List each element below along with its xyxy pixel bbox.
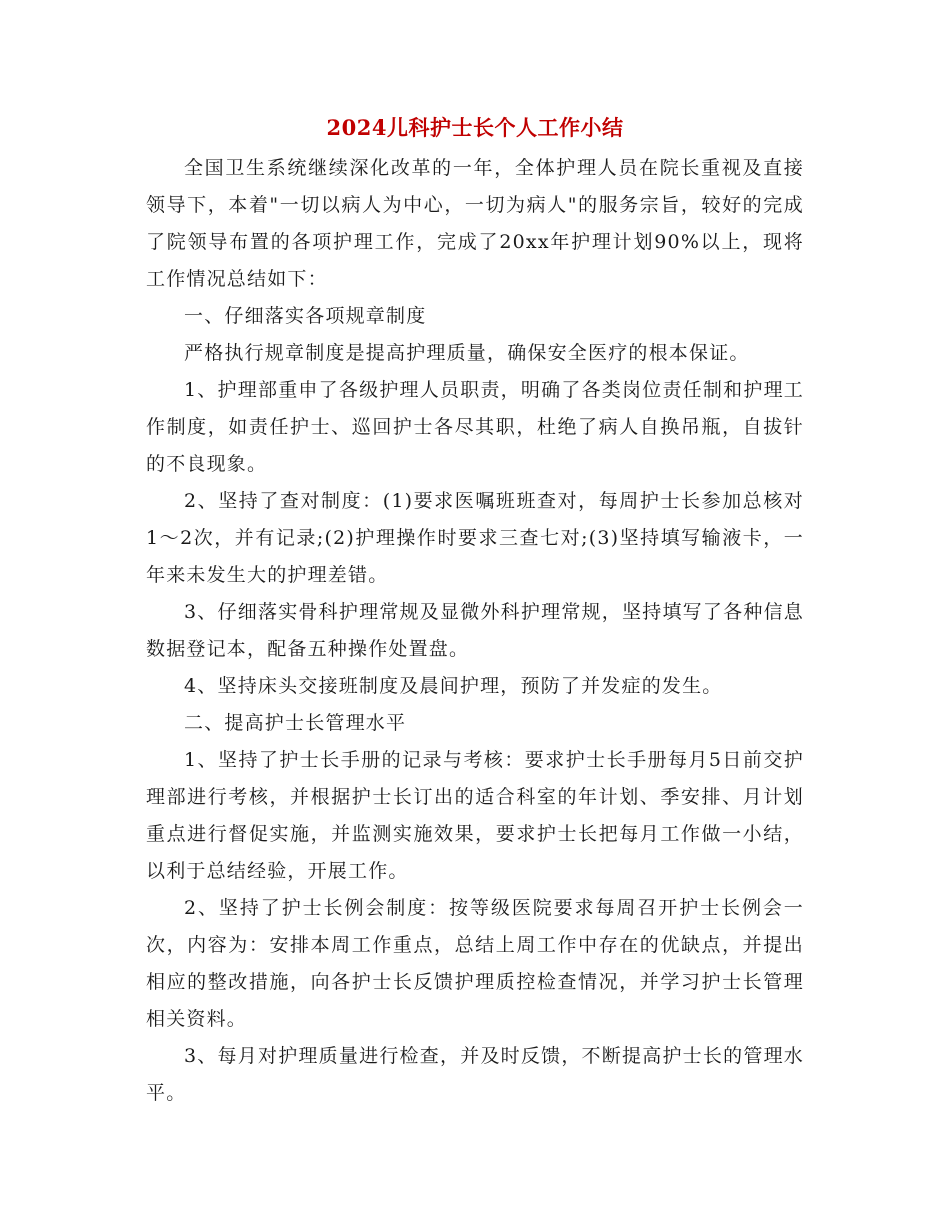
section-heading-1: 一、仔细落实各项规章制度 (184, 305, 427, 327)
paragraph: 1、坚持了护士长手册的记录与考核：要求护士长手册每月5日前交护理部进行考核，并根据护士长订出的适合科室的年计划、季安排、月计划重点进行督促实施，并监测实施效果，要求护士长把每月工作做一小结，以利于总结经验，开展工作。 (146, 749, 804, 882)
paragraph: 2、坚持了护士长例会制度：按等级医院要求每周召开护士长例会一次，内容为：安排本周工作重点，总结上周工作中存在的优缺点，并提出相应的整改措施，向各护士长反馈护理质控检查情况，并学习护士长管理相关资料。 (146, 897, 804, 1030)
paragraph: 1、护理部重申了各级护理人员职责，明确了各类岗位责任制和护理工作制度，如责任护士、巡回护士各尽其职，杜绝了病人自换吊瓶，自拔针的不良现象。 (146, 379, 804, 475)
paragraph: 2、坚持了查对制度：(1)要求医嘱班班查对，每周护士长参加总核对1～2次，并有记录;(2)护理操作时要求三查七对;(3)坚持填写输液卡，一年来未发生大的护理差错。 (146, 490, 804, 586)
section-heading-2: 二、提高护士长管理水平 (184, 712, 407, 734)
paragraph: 3、仔细落实骨科护理常规及显微外科护理常规，坚持填写了各种信息数据登记本，配备五种操作处置盘。 (146, 601, 804, 660)
paragraph: 严格执行规章制度是提高护理质量，确保安全医疗的根本保证。 (184, 342, 750, 364)
document-title: 2024儿科护士长个人工作小结 (326, 115, 624, 140)
paragraph: 4、坚持床头交接班制度及晨间护理，预防了并发症的发生。 (184, 675, 723, 697)
paragraph-intro: 全国卫生系统继续深化改革的一年，全体护理人员在院长重视及直接领导下，本着"一切以病人为中心，一切为病人"的服务宗旨，较好的完成了院领导布置的各项护理工作，完成了20xx年护理计划90%以上，现将工作情况总结如下： (146, 157, 804, 290)
paragraph: 3、每月对护理质量进行检查，并及时反馈，不断提高护士长的管理水平。 (146, 1045, 804, 1104)
